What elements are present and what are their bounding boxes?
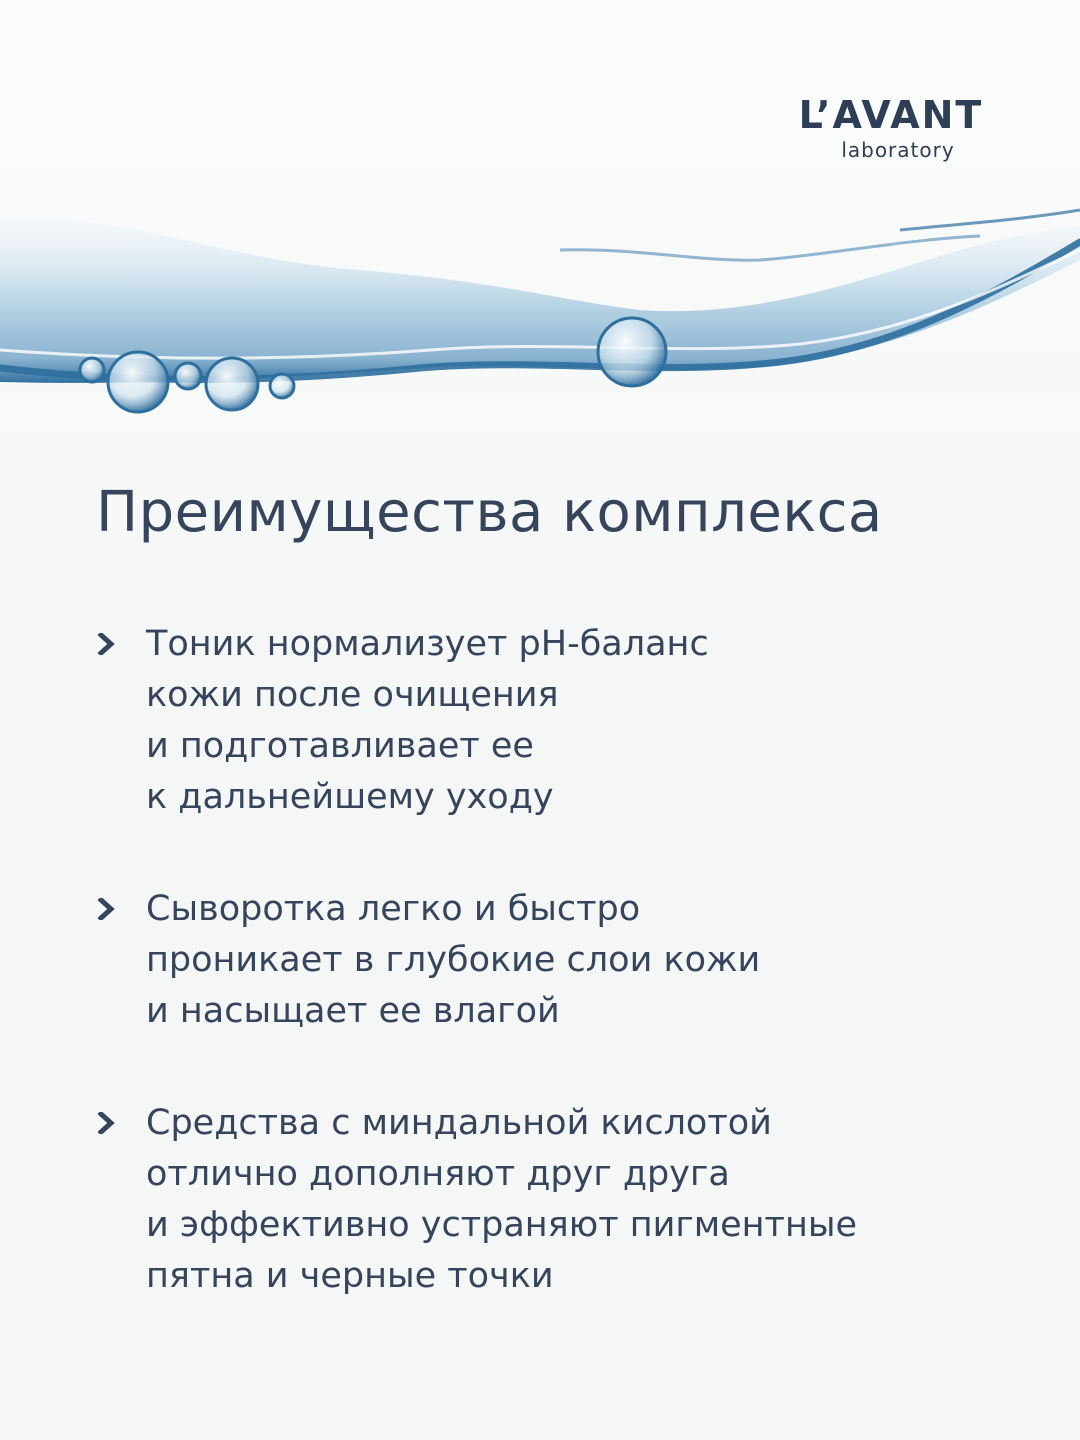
- water-ripple: [900, 210, 1080, 230]
- chevron-right-icon: [96, 633, 118, 655]
- water-ripple: [560, 236, 980, 260]
- page-title: Преимущества комплекса: [96, 480, 883, 545]
- benefit-text: Сыворотка легко и быстро проникает в глубокие слои кожи и насыщает ее влагой: [146, 889, 761, 1031]
- brand-logo: [796, 93, 986, 162]
- bubble: [270, 374, 294, 398]
- benefit-text: Средства с миндальной кислотой отлично дополняют друг друга и эффективно устраняют пигментные пятна и черные точки: [146, 1103, 857, 1296]
- chevron-right-icon: [96, 898, 118, 920]
- bubble: [108, 352, 168, 412]
- bubble: [80, 358, 104, 382]
- chevron-right-icon: [96, 1112, 118, 1134]
- bubble: [175, 363, 201, 389]
- brand-name: L’AVANT: [798, 93, 984, 137]
- bubble: [206, 358, 258, 410]
- brand-subtitle: laboratory: [841, 138, 955, 162]
- benefit-text: Тоник нормализует pH-баланс кожи после очищения и подготавливает ее к дальнейшему уходу: [146, 624, 709, 817]
- water-wave-illustration: [0, 190, 1080, 450]
- bubble: [598, 318, 666, 386]
